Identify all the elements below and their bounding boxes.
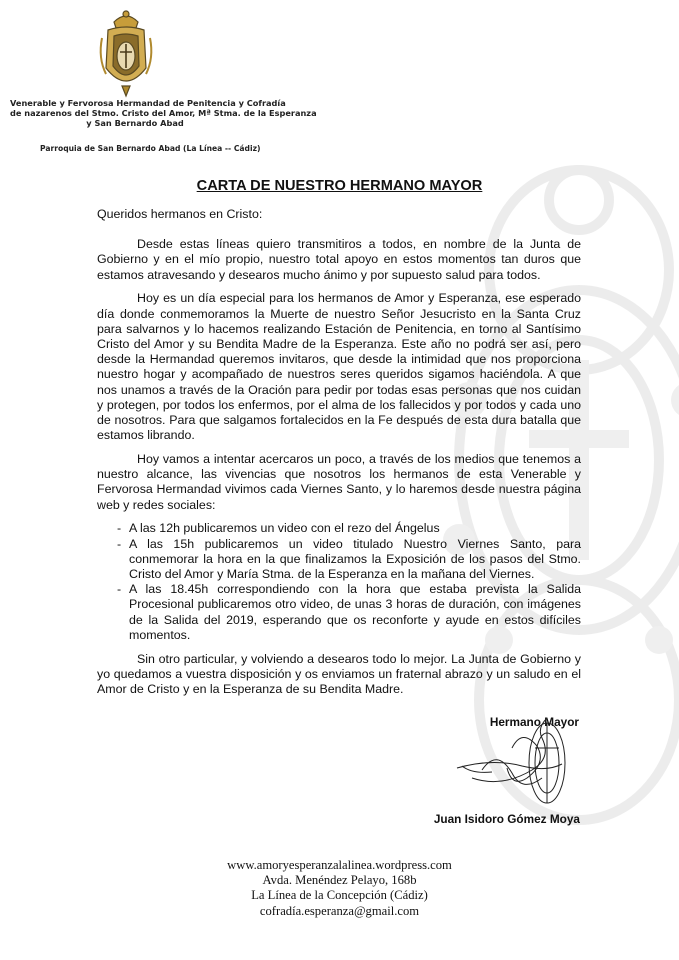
list-marker: -	[117, 582, 122, 597]
paragraph: Hoy vamos a intentar acercaros un poco, a través de los medios que tenemos a nuestro alcance, las vivencias que nosotros los hermanos de esta Venerable y Fervorosa Hermandad vivimos cada Viernes Santo, y lo haremos desde nuestra página web y redes sociales:	[97, 452, 581, 512]
parish-name: Parroquia de San Bernardo Abad (La Línea -- Cádiz)	[40, 144, 261, 153]
list-item-text: A las 12h publicaremos un video con el rezo del Ángelus	[129, 521, 440, 536]
footer-website: www.amoryesperanzalalinea.wordpress.com	[227, 858, 452, 872]
letter-title-text: CARTA DE NUESTRO HERMANO MAYOR	[196, 178, 483, 194]
org-line: Venerable y Fervorosa Hermandad de Penitencia y Cofradía	[10, 98, 286, 108]
footer-city: La Línea de la Concepción (Cádiz)	[251, 888, 428, 903]
footer-address: Avda. Menéndez Pelayo, 168b	[262, 873, 417, 888]
organization-name	[10, 98, 317, 128]
footer-email: cofradía.esperanza@gmail.com	[259, 903, 420, 918]
signature-name: Juan Isidoro Gómez Moya	[433, 812, 580, 826]
signature-title: Hermano Mayor	[489, 715, 579, 729]
schedule-list	[97, 521, 581, 643]
list-item-text: A las 15h publicaremos un video titulado Nuestro Viernes Santo, para conmemorar la hora en la que finalizamos la Exposición de los pasos del Stmo. Cristo del Amor y María Stma. de la Esperanza en la mañana del Viernes.	[129, 536, 581, 582]
list-item-text: A las 18.45h correspondiendo con la hora que estaba prevista la Salida Procesional publicaremos otro video, de unas 3 horas de duración, con imágenes de la Salida del 2019, esperando que os reconforte y ayude en estos difíciles momentos.	[129, 582, 581, 642]
list-item	[97, 537, 581, 583]
letter-body	[97, 207, 581, 706]
list-item	[97, 521, 581, 536]
list-marker: -	[117, 536, 122, 551]
footer-contact	[0, 858, 679, 919]
brotherhood-emblem-icon	[96, 8, 156, 98]
greeting: Queridos hermanos en Cristo:	[97, 207, 263, 221]
list-marker: -	[117, 521, 122, 536]
org-line: y San Bernardo Abad	[86, 118, 184, 128]
list-item	[97, 582, 581, 643]
paragraph: Desde estas líneas quiero transmitiros a todos, en nombre de la Junta de Gobierno y en el mío propio, nuestro total apoyo en estos momentos tan duros que estamos atravesando y desearos mucho ánimo y por supuesto salud para todos.	[97, 237, 581, 282]
letter-title	[0, 178, 679, 194]
closing-paragraph: Sin otro particular, y volviendo a desearos todo lo mejor. La Junta de Gobierno y yo quedamos a vuestra disposición y os enviamos un fraternal abrazo y un saludo en el Amor de Cristo y en la Esperanza de su Bendita Madre.	[97, 651, 581, 697]
paragraph: Hoy es un día especial para los hermanos de Amor y Esperanza, ese esperado día donde conmemoramos la Muerte de nuestro Señor Jesucristo en la Santa Cruz para salvarnos y lo hacemos realizando Estación de Penitencia, en torno al Santísimo Cristo del Amor y su Bendita Madre de la Esperanza. Este año no podrá ser así, pero desde la Hermandad queremos invitaros, que desde la intimidad que nos proporciona nuestro hogar y acompañado de nuestros seres queridos sigamos haciéndola. A que nos unamos a través de la Oración para pedir por todas esas personas que nos cuidan y protegen, por todos los enfermos, por el alma de los fallecidos y por todos y cada uno de nosotros. Para que salgamos fortalecidos en la Fe después de esta dura batalla que estamos librando.	[97, 291, 581, 443]
org-line: de nazarenos del Stmo. Cristo del Amor, Mª Stma. de la Esperanza	[10, 108, 317, 118]
signature-scribble-icon	[452, 708, 592, 820]
